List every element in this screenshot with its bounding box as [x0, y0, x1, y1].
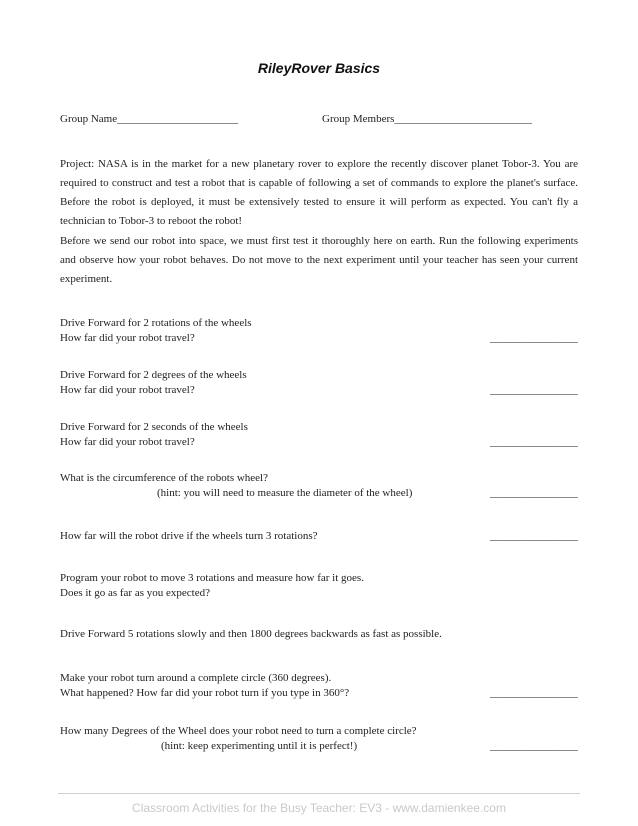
experiment-3-question: How far did your robot travel?	[60, 436, 195, 448]
experiment-4-answer-blank[interactable]: ________________	[490, 487, 578, 499]
experiment-2-question: How far did your robot travel?	[60, 384, 195, 396]
experiment-8-answer-blank[interactable]: ________________	[490, 687, 578, 699]
experiment-1-question: How far did your robot travel?	[60, 332, 195, 344]
experiment-8-question: What happened? How far did your robot turn if you type in 360°?	[60, 687, 350, 699]
experiment-1-answer-blank[interactable]: ________________	[490, 332, 578, 344]
experiment-1-instruction: Drive Forward for 2 rotations of the wheels	[60, 317, 252, 329]
experiment-5-answer-blank[interactable]: ________________	[490, 530, 578, 542]
instructions-paragraph: Before we send our robot into space, we must first test it thoroughly here on earth. Run the following experiments and observe how your robot behaves. Do not move to the next experiment until your teacher has seen your current experiment.	[60, 235, 578, 285]
experiment-4-hint: (hint: you will need to measure the diameter of the wheel)	[157, 487, 413, 499]
footer-divider	[58, 793, 580, 794]
experiment-3-instruction: Drive Forward for 2 seconds of the wheels	[60, 421, 248, 433]
experiment-5-question: How far will the robot drive if the wheels turn 3 rotations?	[60, 530, 318, 542]
experiment-2-answer-blank[interactable]: ________________	[490, 384, 578, 396]
group-members-field[interactable]: Group Members_________________________	[322, 113, 532, 125]
experiment-9-question: How many Degrees of the Wheel does your robot need to turn a complete circle?	[60, 725, 417, 737]
project-paragraph: Project: NASA is in the market for a new planetary rover to explore the recently discover planet Tobor-3. You are required to construct and test a robot that is capable of following a set of commands to explore the planet's surface. Before the robot is deployed, it must be extensively tested to ensure it will perform as expected. You can't fly a technician to Tobor-3 to reboot the robot!	[60, 158, 578, 227]
page-title: RileyRover Basics	[257, 60, 381, 76]
group-name-field[interactable]: Group Name______________________	[60, 113, 239, 125]
page-footer: Classroom Activities for the Busy Teacher: EV3 - www.damienkee.com	[132, 801, 506, 815]
experiment-4-question: What is the circumference of the robots wheel?	[60, 472, 268, 484]
experiment-9-hint: (hint: keep experimenting until it is perfect!)	[161, 740, 358, 752]
experiment-3-answer-blank[interactable]: ________________	[490, 436, 578, 448]
experiment-7-instruction: Drive Forward 5 rotations slowly and then 1800 degrees backwards as fast as possible.	[60, 628, 442, 640]
experiment-2-instruction: Drive Forward for 2 degrees of the wheels	[60, 369, 247, 381]
experiment-6-question: Does it go as far as you expected?	[60, 587, 210, 599]
experiment-6-instruction: Program your robot to move 3 rotations and measure how far it goes.	[60, 572, 364, 584]
experiment-8-instruction: Make your robot turn around a complete circle (360 degrees).	[60, 672, 332, 684]
experiment-9-answer-blank[interactable]: ________________	[490, 740, 578, 752]
